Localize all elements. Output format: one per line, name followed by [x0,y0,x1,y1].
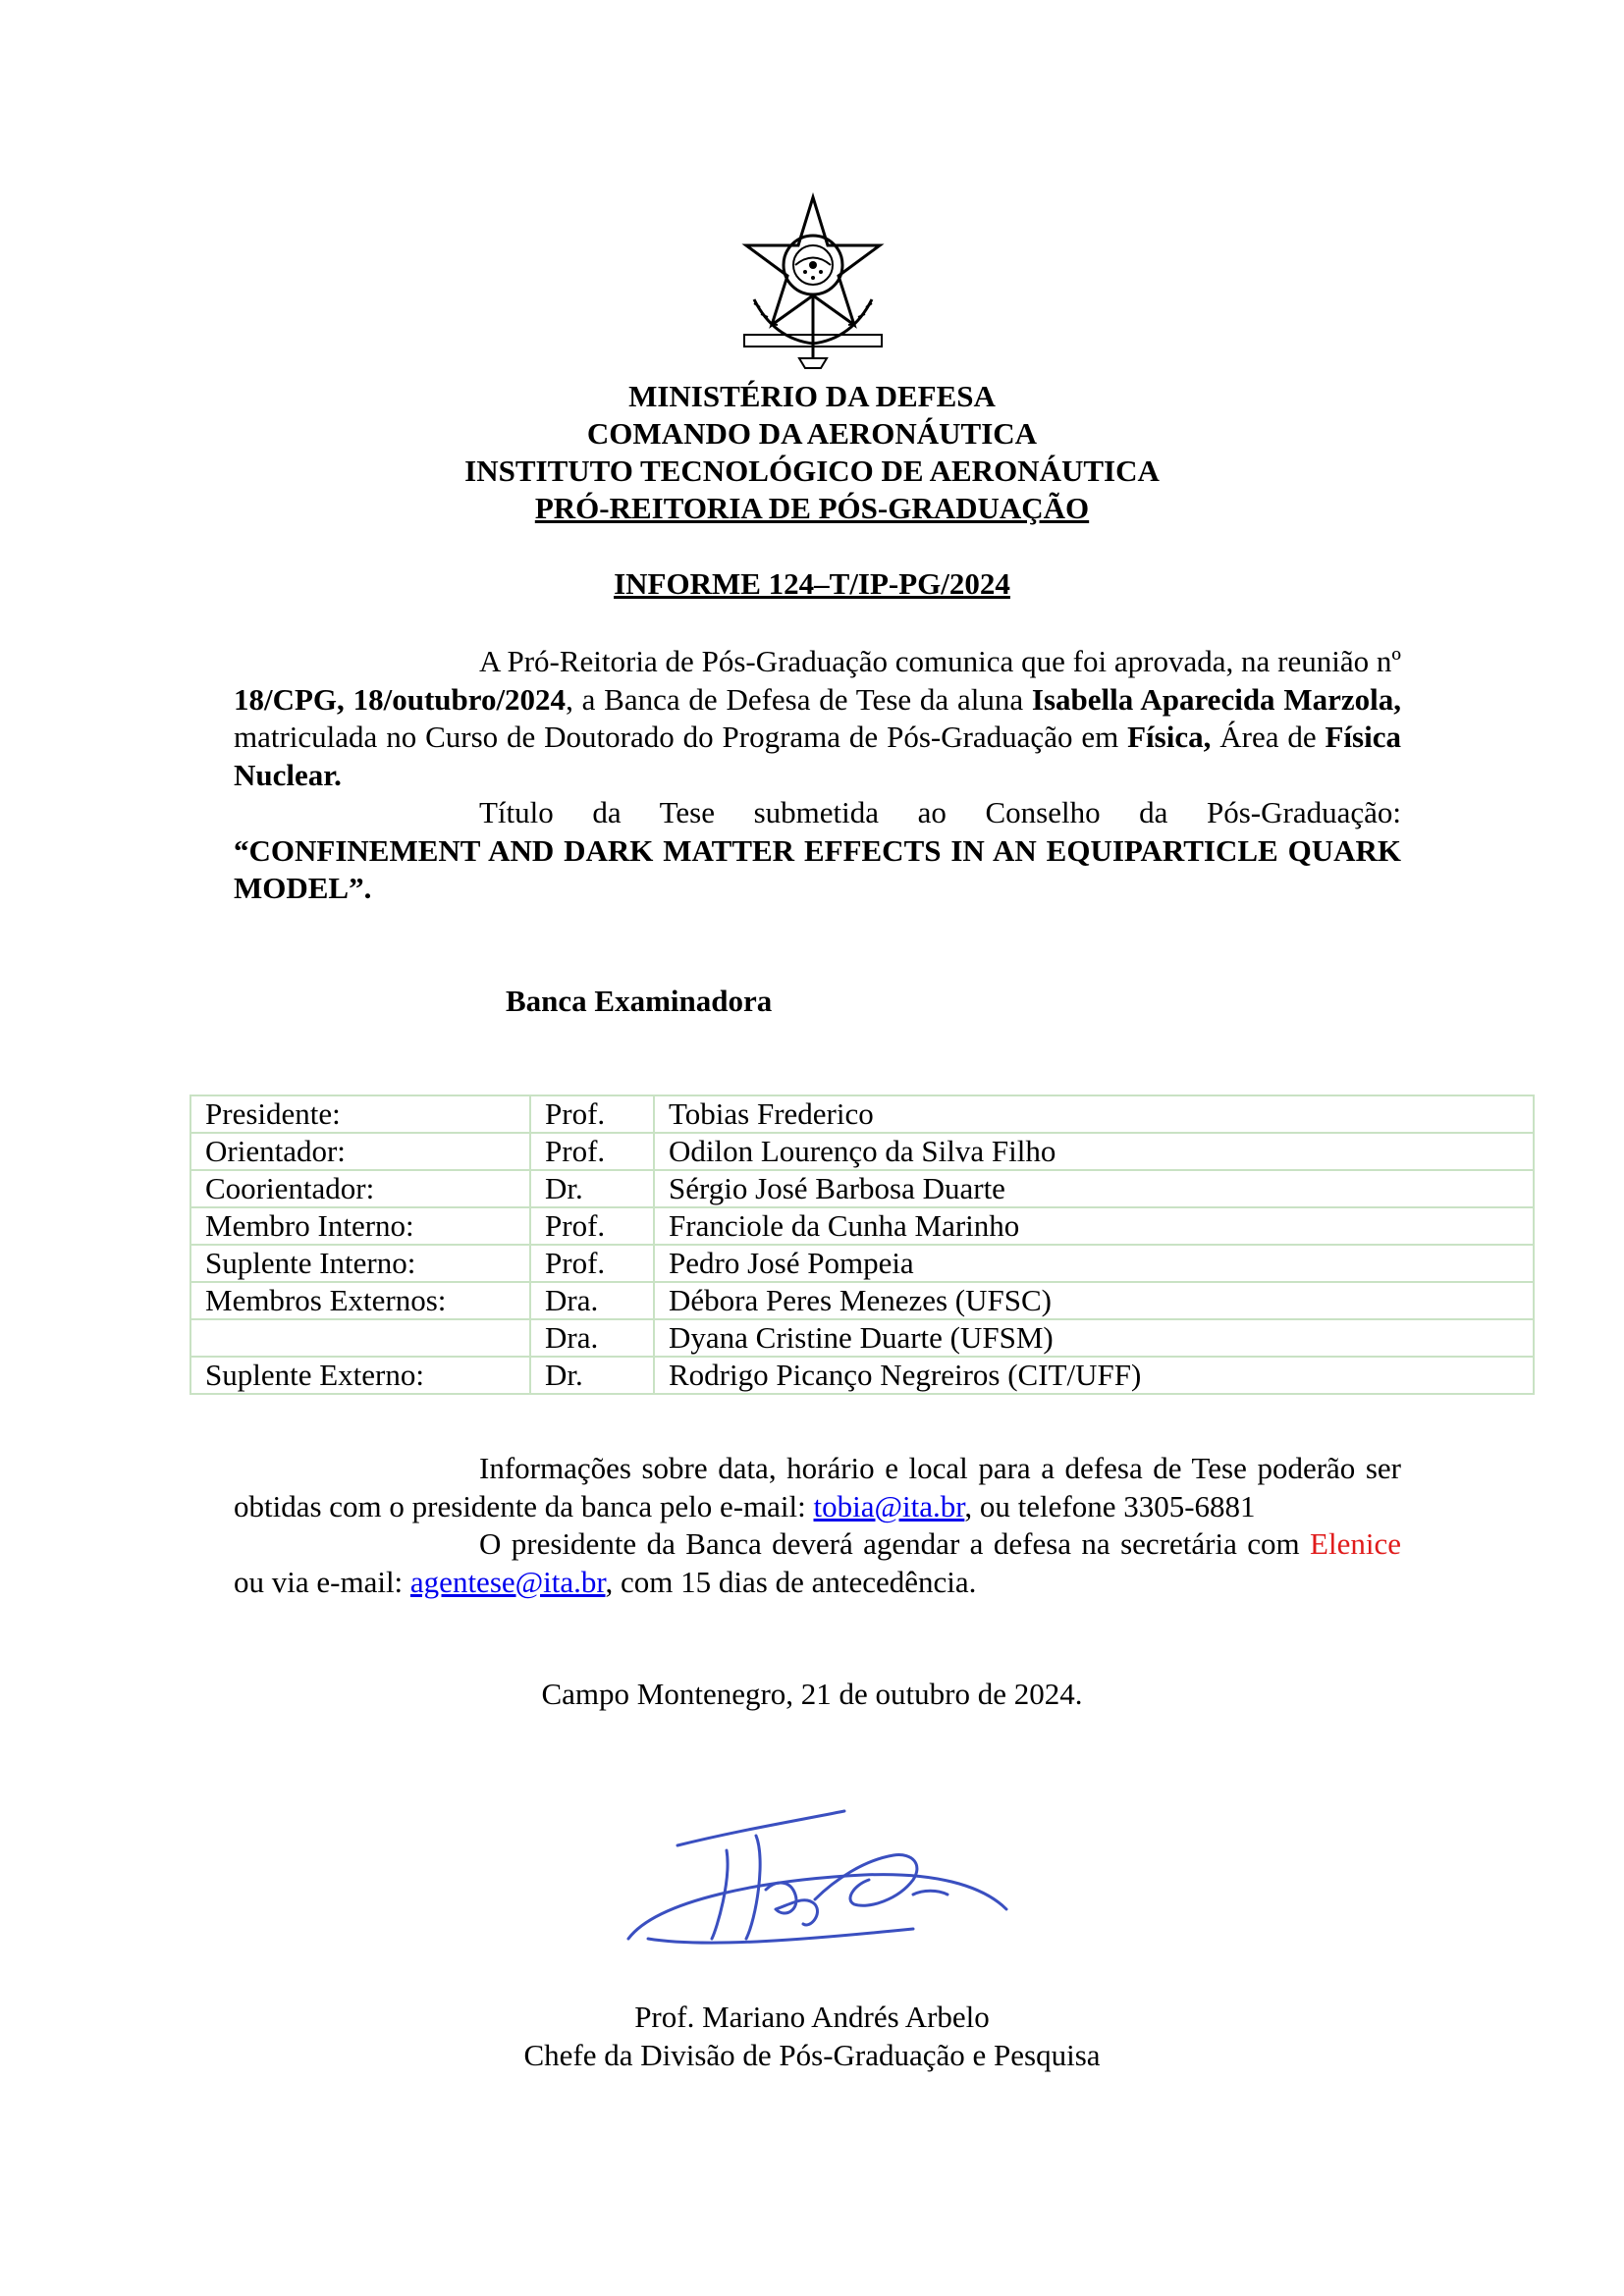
committee-title: Prof. [530,1245,654,1282]
committee-role: Suplente Externo: [190,1357,530,1394]
table-row [190,1319,1534,1357]
committee-heading: Banca Examinadora [506,984,773,1018]
scheduling-paragraph [234,1525,1401,1601]
table-row [190,1170,1534,1207]
committee-member-name: Dyana Cristine Duarte (UFSM) [654,1319,1534,1357]
header-ministry: MINISTÉRIO DA DEFESA [628,379,996,413]
text-span: Área de [1211,720,1326,754]
signatory-name: Prof. Mariano Andrés Arbelo [634,2000,990,2034]
document-body [234,643,1401,908]
student-name: Isabella Aparecida Marzola, [1031,681,1401,717]
text-span: Título da Tese submetida ao Conselho da Pós-Graduação: [479,795,1401,829]
committee-role: Coorientador: [190,1170,530,1207]
table-row [190,1245,1534,1282]
committee-member-name: Débora Peres Menezes (UFSC) [654,1282,1534,1319]
table-row [190,1357,1534,1394]
meeting-reference: 18/CPG, 18/outubro/2024 [234,681,567,717]
committee-table [189,1095,1535,1395]
thesis-title: “CONFINEMENT AND DARK MATTER EFFECTS IN AN EQUIPARTICLE QUARK MODEL”. [234,832,1401,905]
approval-paragraph [234,643,1401,794]
thesis-title-paragraph [234,794,1401,908]
place-date: Campo Montenegro, 21 de outubro de 2024. [541,1677,1083,1711]
text-span: matriculada no Curso de Doutorado do Programa de Pós-Graduação em [234,720,1128,754]
coat-of-arms-emblem-icon [734,191,892,373]
secretary-email-link[interactable]: agentese@ita.br [409,1564,606,1599]
header-command: COMANDO DA AERONÁUTICA [586,416,1038,451]
text-span: A Pró-Reitoria de Pós-Graduação comunica que foi aprovada, na reunião nº [479,644,1401,678]
header-office: PRÓ-REITORIA DE PÓS-GRADUAÇÃO [534,491,1090,525]
secretary-name: Elenice [1310,1526,1401,1561]
program-name: Física, [1127,720,1212,754]
president-email-link[interactable]: tobia@ita.br [813,1488,965,1523]
area-name: Física Nuclear. [234,720,1401,792]
table-row [190,1282,1534,1319]
committee-role: Presidente: [190,1095,530,1133]
committee-member-name: Sérgio José Barbosa Duarte [654,1170,1534,1207]
table-row [190,1133,1534,1170]
committee-role [190,1319,530,1357]
committee-role: Suplente Interno: [190,1245,530,1282]
committee-member-name: Odilon Lourenço da Silva Filho [654,1133,1534,1170]
committee-title: Prof. [530,1207,654,1245]
committee-title: Prof. [530,1095,654,1133]
committee-member-name: Pedro José Pompeia [654,1245,1534,1282]
document-title: INFORME 124–T/IP-PG/2024 [614,566,1010,601]
committee-role: Membros Externos: [190,1282,530,1319]
handwritten-signature [619,1791,1011,1958]
committee-role: Orientador: [190,1133,530,1170]
text-span: , a Banca de Defesa de Tese da aluna [566,681,1032,717]
committee-role: Membro Interno: [190,1207,530,1245]
committee-member-name: Rodrigo Picanço Negreiros (CIT/UFF) [654,1357,1534,1394]
table-row [190,1207,1534,1245]
signatory-role: Chefe da Divisão de Pós-Graduação e Pesquisa [523,2038,1101,2072]
committee-title: Dra. [530,1282,654,1319]
committee-title: Prof. [530,1133,654,1170]
header-institute: INSTITUTO TECNOLÓGICO DE AERONÁUTICA [464,454,1160,488]
committee-title: Dr. [530,1170,654,1207]
text-span: , com 15 dias de antecedência. [605,1564,977,1599]
text-span: Informações sobre data, horário e local para a defesa de Tese poderão ser obtidas com o presidente da banca pelo e-mail: [234,1451,1401,1523]
institution-header [0,378,1624,527]
text-span: O presidente da Banca deverá agendar a defesa na secretária com [479,1526,1311,1561]
committee-member-name: Tobias Frederico [654,1095,1534,1133]
table-row [190,1095,1534,1133]
info-section [234,1450,1401,1601]
text-span: ou via e-mail: [234,1564,410,1599]
contact-paragraph [234,1450,1401,1525]
committee-title: Dr. [530,1357,654,1394]
signatory-block [0,1998,1624,2074]
text-span: , ou telefone 3305-6881 [964,1488,1256,1523]
committee-member-name: Franciole da Cunha Marinho [654,1207,1534,1245]
committee-title: Dra. [530,1319,654,1357]
